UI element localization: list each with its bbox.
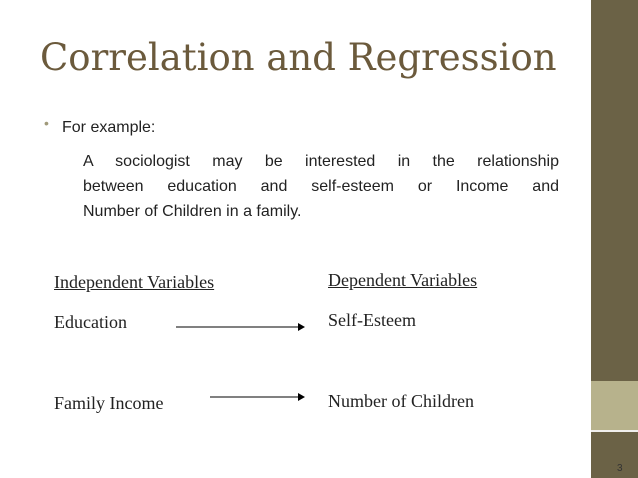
dependent-variables-header: Dependent Variables [328,270,478,290]
sidebar-divider [591,430,638,432]
bullet-text: For example: [62,119,156,136]
paragraph-line: A sociologist may be interested in the relationship [83,153,559,170]
dependent-variable-number-of-children: Number of Children [328,391,474,411]
paragraph-line: between education and self-esteem or Income and [83,178,559,195]
arrow-right-icon [210,391,306,403]
sidebar-accent-band [591,381,638,430]
arrow-right-icon [176,321,306,333]
bullet-icon: • [44,115,49,131]
slide-title: Correlation and Regression [40,36,557,79]
independent-variables-header: Independent Variables [54,272,215,292]
independent-variable-family-income: Family Income [54,393,164,413]
paragraph-line: Number of Children in a family. [83,203,302,220]
example-paragraph [83,149,559,224]
page-number: 3 [617,463,623,474]
independent-variable-education: Education [54,312,127,332]
dependent-variable-self-esteem: Self-Esteem [328,310,416,330]
